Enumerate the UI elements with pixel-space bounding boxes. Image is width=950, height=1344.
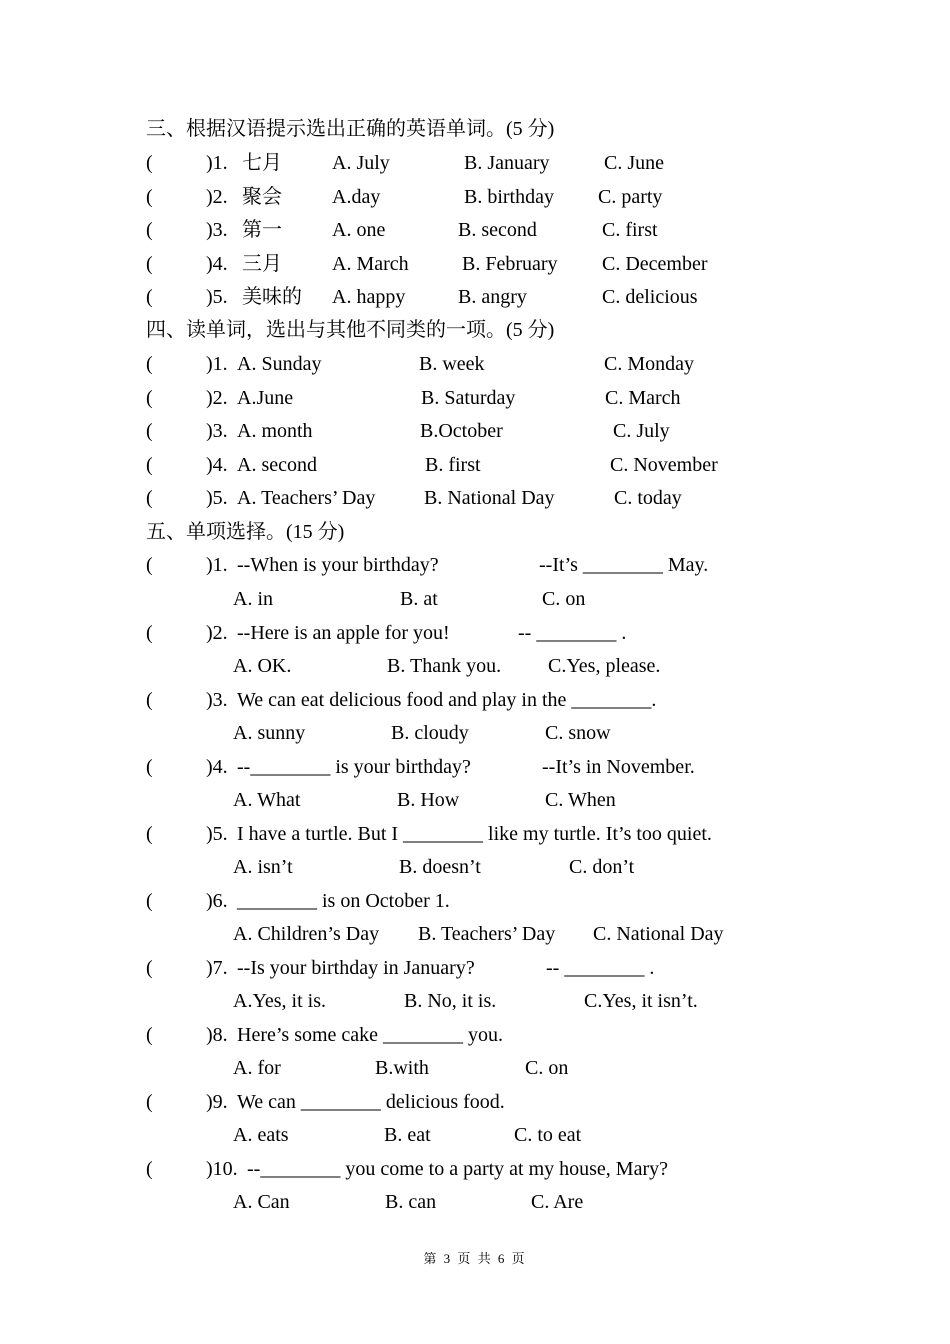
option-b: B. birthday [464,186,554,208]
answer-paren[interactable]: ( [146,957,153,979]
option-b: B. No, it is. [404,990,497,1012]
question-number: )1. [206,554,228,576]
question-number: )4. [206,253,228,275]
question-number: )8. [206,1024,228,1046]
question-number: )7. [206,957,228,979]
answer-paren[interactable]: ( [146,454,153,476]
option-a: A. What [233,789,301,811]
answer-paren[interactable]: ( [146,387,153,409]
section3-heading: 三、根据汉语提示选出正确的英语单词。(5 分) [146,118,555,140]
option-b: B. cloudy [391,722,469,744]
option-a: A. eats [233,1124,289,1146]
option-a: A.Yes, it is. [233,990,326,1012]
option-b: B. National Day [424,487,555,509]
option-c: C. When [545,789,616,811]
question-text: --Is your birthday in January? [237,957,475,979]
option-c: C. snow [545,722,611,744]
option-b: B. first [425,454,481,476]
answer-paren[interactable]: ( [146,420,153,442]
page-footer: 第 3 页 共 6 页 [423,1251,527,1266]
answer-paren[interactable]: ( [146,689,153,711]
question-number: )10. [206,1158,238,1180]
question-number: )6. [206,890,228,912]
answer-paren[interactable]: ( [146,1091,153,1113]
option-a: A. Can [233,1191,290,1213]
option-a: A. March [332,253,409,275]
chinese-prompt: 三月 [242,253,282,275]
answer-paren[interactable]: ( [146,1024,153,1046]
option-c: C. don’t [569,856,635,878]
question-text: ________ is on October 1. [237,890,450,912]
answer-paren[interactable]: ( [146,353,153,375]
question-text: --________ you come to a party at my house, Mary? [247,1158,669,1180]
section4-heading: 四、读单词，选出与其他不同类的一项。(5 分) [146,319,555,341]
option-c: C.Yes, it isn’t. [584,990,698,1012]
answer-paren[interactable]: ( [146,622,153,644]
option-a: A.June [237,387,294,409]
question-response: --It’s in November. [542,756,695,778]
answer-paren[interactable]: ( [146,487,153,509]
option-a: A. OK. [233,655,292,677]
option-a: A. isn’t [233,856,293,878]
question-text: We can eat delicious food and play in the ________. [237,689,657,711]
question-number: )2. [206,186,228,208]
option-c: C. on [525,1057,569,1079]
question-number: )1. [206,152,228,174]
question-number: )5. [206,286,228,308]
option-b: B.October [420,420,503,442]
option-b: B. eat [384,1124,431,1146]
option-a: A. happy [332,286,406,308]
section5-heading: 五、单项选择。(15 分) [146,521,345,543]
question-number: )4. [206,756,228,778]
question-number: )2. [206,387,228,409]
chinese-prompt: 第一 [242,219,282,241]
question-number: )4. [206,454,228,476]
option-a: A.day [332,186,381,208]
question-text: --Here is an apple for you! [237,622,450,644]
option-c: C. December [602,253,708,275]
question-number: )5. [206,823,228,845]
option-b: B. Teachers’ Day [418,923,556,945]
option-c: C. June [604,152,664,174]
question-number: )3. [206,689,228,711]
option-c: C. on [542,588,586,610]
question-number: )2. [206,622,228,644]
answer-paren[interactable]: ( [146,152,153,174]
option-c: C. today [614,487,682,509]
option-c: C. National Day [593,923,724,945]
option-a: A. July [332,152,390,174]
question-text: Here’s some cake ________ you. [237,1024,504,1046]
option-b: B. February [462,253,558,275]
option-c: C. first [602,219,658,241]
option-c: C. November [610,454,718,476]
answer-paren[interactable]: ( [146,219,153,241]
option-b: B. second [458,219,537,241]
option-c: C. to eat [514,1124,582,1146]
option-b: B. at [400,588,438,610]
option-a: A. sunny [233,722,306,744]
option-b: B. How [397,789,460,811]
chinese-prompt: 美味的 [242,286,302,308]
answer-paren[interactable]: ( [146,823,153,845]
answer-paren[interactable]: ( [146,253,153,275]
answer-paren[interactable]: ( [146,1158,153,1180]
option-b: B. can [385,1191,437,1213]
question-text: We can ________ delicious food. [237,1091,505,1113]
question-number: )5. [206,487,228,509]
answer-paren[interactable]: ( [146,890,153,912]
question-response: -- ________ . [546,957,655,979]
question-response: --It’s ________ May. [539,554,709,576]
question-number: )3. [206,420,228,442]
option-b: B. Thank you. [387,655,502,677]
option-c: C. July [613,420,670,442]
option-a: A. in [233,588,273,610]
question-text: --When is your birthday? [237,554,439,576]
answer-paren[interactable]: ( [146,756,153,778]
answer-paren[interactable]: ( [146,286,153,308]
chinese-prompt: 聚会 [242,186,282,208]
question-text: --________ is your birthday? [237,756,471,778]
answer-paren[interactable]: ( [146,186,153,208]
option-a: A. for [233,1057,281,1079]
option-b: B. week [419,353,485,375]
option-a: A. month [237,420,313,442]
question-number: )3. [206,219,228,241]
answer-paren[interactable]: ( [146,554,153,576]
question-number: )9. [206,1091,228,1113]
option-c: C. party [598,186,663,208]
option-b: B. January [464,152,550,174]
question-response: -- ________ . [518,622,627,644]
option-a: A. Children’s Day [233,923,380,945]
option-c: C.Yes, please. [548,655,661,677]
option-b: B. doesn’t [399,856,481,878]
option-a: A. Teachers’ Day [237,487,376,509]
option-c: C. March [605,387,681,409]
question-text: I have a turtle. But I ________ like my turtle. It’s too quiet. [237,823,712,845]
question-number: )1. [206,353,228,375]
option-b: B. angry [458,286,527,308]
option-a: A. Sunday [237,353,322,375]
option-c: C. Monday [604,353,694,375]
option-c: C. Are [531,1191,584,1213]
option-b: B. Saturday [421,387,516,409]
option-a: A. one [332,219,386,241]
option-b: B.with [375,1057,429,1079]
option-a: A. second [237,454,317,476]
chinese-prompt: 七月 [242,152,282,174]
option-c: C. delicious [602,286,698,308]
